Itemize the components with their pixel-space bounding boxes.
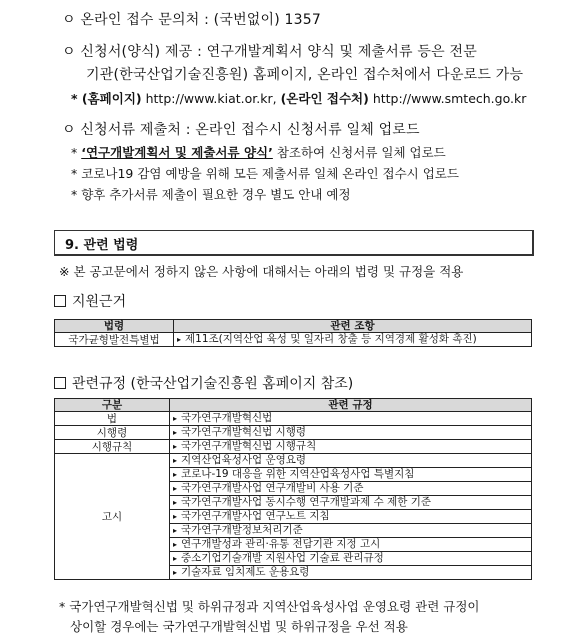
triangle-bullet-icon: ▸ [173, 512, 178, 521]
table-row [55, 440, 532, 454]
checkbox-icon [54, 377, 66, 389]
regs-reg-text: 코로나-19 대응을 위한 지역산업육성사업 특별지침 [181, 468, 415, 480]
triangle-bullet-icon: ▸ [173, 554, 178, 563]
online-label: (온라인 접수처) [280, 91, 369, 106]
form-line-1: ㅇ 신청서(양식) 제공 : 연구개발계획서 양식 및 제출서류 등은 전문 [62, 44, 477, 60]
regs-reg-text: 국가연구개발사업 연구노트 지침 [181, 510, 330, 522]
note-1-rest: 참조하여 신청서류 일체 업로드 [272, 145, 446, 160]
regs-reg-text: 연구개발성과 관리·유통 전담기관 지정 고시 [181, 538, 381, 550]
table-row [55, 333, 532, 347]
regs-table [54, 398, 532, 580]
regs-reg-cell [170, 454, 532, 468]
regs-reg-cell [170, 482, 532, 496]
table-row [55, 426, 532, 440]
regs-reg-cell [170, 552, 532, 566]
basis-law-cell: 국가균형발전특별법 [55, 333, 174, 347]
triangle-bullet-icon: ▸ [173, 414, 178, 423]
triangle-bullet-icon: ▸ [173, 526, 178, 535]
homepage-line [71, 89, 526, 107]
submit-line: ㅇ 신청서류 제출처 : 온라인 접수시 신청서류 일체 업로드 [62, 122, 420, 138]
regs-cat-cell: 시행령 [55, 426, 170, 440]
regs-reg-text: 국가연구개발정보처리기준 [181, 524, 303, 536]
section-title: 9. 관련 법령 [65, 238, 139, 253]
triangle-bullet-icon: ▸ [173, 456, 178, 465]
form-line-2: 기관(한국산업기술진흥원) 홈페이지, 온라인 접수처에서 다운로드 가능 [86, 67, 524, 83]
basis-heading-text: 지원근거 [72, 294, 127, 310]
regs-heading-text: 관련규정 (한국산업기술진흥원 홈페이지 참조) [72, 376, 354, 392]
regs-reg-text: 국가연구개발혁신법 시행규칙 [181, 440, 317, 452]
triangle-bullet-icon: ▸ [177, 335, 182, 344]
inquiry-line: ㅇ 온라인 접수 문의처 : (국번없이) 1357 [62, 12, 321, 28]
note-1 [71, 143, 446, 161]
regs-reg-cell [170, 426, 532, 440]
triangle-bullet-icon: ▸ [173, 428, 178, 437]
regs-reg-cell [170, 440, 532, 454]
triangle-bullet-icon: ▸ [173, 484, 178, 493]
basis-heading [54, 291, 126, 311]
checkbox-icon [54, 295, 66, 307]
regs-col-category: 구분 [55, 399, 170, 412]
section-header-box [54, 230, 534, 256]
regs-reg-text: 국가연구개발혁신법 시행령 [181, 426, 307, 438]
triangle-bullet-icon: ▸ [173, 540, 178, 549]
footnote-line-2: 상이할 경우에는 국가연구개발혁신법 및 하위규정을 우선 적용 [70, 619, 408, 634]
regs-cat-cell: 시행규칙 [55, 440, 170, 454]
note-1-prefix: * [71, 145, 78, 160]
note-1-bold: ‘연구개발계획서 및 제출서류 양식’ [81, 145, 273, 160]
section-notice: ※ 본 공고문에서 정하지 않은 사항에 대해서는 아래의 법령 및 규정을 적용 [59, 264, 464, 279]
regs-heading [54, 373, 353, 393]
basis-col-law: 법령 [55, 320, 174, 333]
basis-table [54, 319, 532, 347]
basis-clause-text: 제11조(지역산업 육성 및 일자리 창출 등 지역경제 활성화 촉진) [185, 333, 477, 345]
triangle-bullet-icon: ▸ [173, 470, 178, 479]
footnote-line-1: * 국가연구개발혁신법 및 하위규정과 지역산업육성사업 운영요령 관련 규정이 [59, 599, 480, 614]
triangle-bullet-icon: ▸ [173, 568, 178, 577]
homepage-label: * (홈페이지) [71, 91, 142, 106]
regs-reg-cell [170, 510, 532, 524]
table-row [55, 412, 532, 426]
regs-col-regulation: 관련 규정 [170, 399, 532, 412]
note-2: * 코로나19 감염 예방을 위해 모든 제출서류 일체 온라인 접수시 업로드 [71, 166, 459, 181]
regs-reg-text: 국가연구개발혁신법 [181, 412, 273, 424]
regs-reg-text: 국가연구개발사업 동시수행 연구개발과제 수 제한 기준 [181, 496, 431, 508]
regs-reg-cell [170, 566, 532, 580]
note-3: * 향후 추가서류 제출이 필요한 경우 별도 안내 예정 [71, 187, 351, 202]
regs-reg-text: 지역산업육성사업 운영요령 [181, 454, 307, 466]
regs-reg-cell [170, 496, 532, 510]
regs-cat-cell: 법 [55, 412, 170, 426]
basis-clause-cell [174, 333, 532, 347]
regs-reg-cell [170, 524, 532, 538]
homepage-url[interactable]: http://www.kiat.or.kr, [145, 91, 277, 106]
regs-reg-cell [170, 412, 532, 426]
regs-notice-cat-cell: 고시 [55, 454, 170, 580]
online-url[interactable]: http://www.smtech.go.kr [372, 91, 527, 106]
triangle-bullet-icon: ▸ [173, 442, 178, 451]
regs-reg-text: 국가연구개발사업 연구개발비 사용 기준 [181, 482, 364, 494]
table-row [55, 454, 532, 468]
basis-col-clause: 관련 조항 [174, 320, 532, 333]
regs-reg-cell [170, 468, 532, 482]
regs-reg-text: 중소기업기술개발 지원사업 기술료 관리규정 [181, 552, 384, 564]
regs-reg-cell [170, 538, 532, 552]
regs-reg-text: 기술자료 임치제도 운용요령 [181, 566, 310, 578]
triangle-bullet-icon: ▸ [173, 498, 178, 507]
